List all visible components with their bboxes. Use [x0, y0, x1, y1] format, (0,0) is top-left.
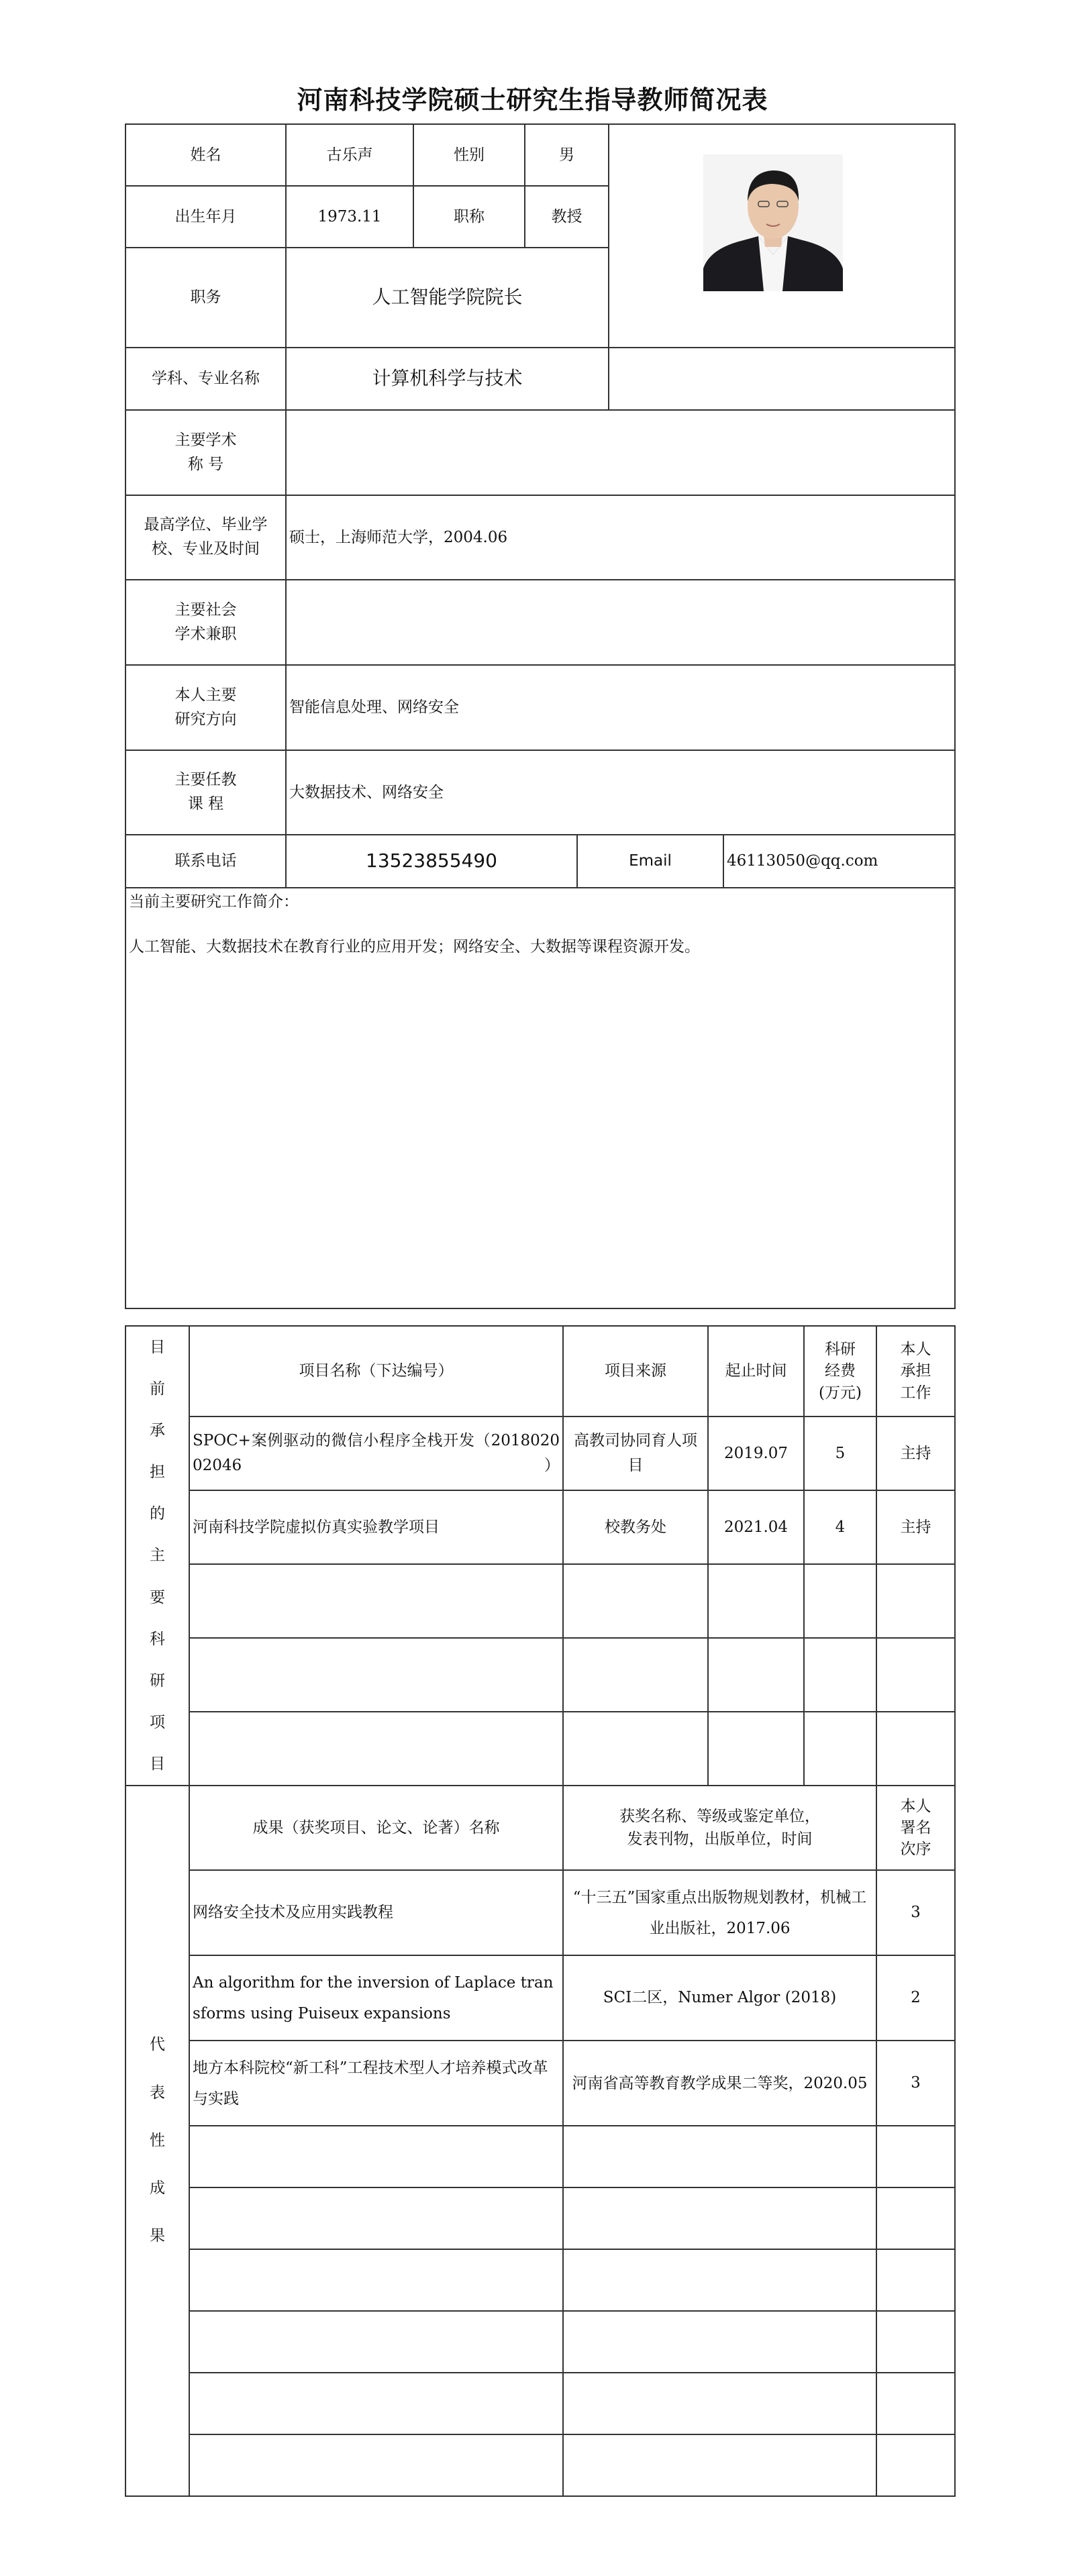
achievements-header-name: 成果（获奖项目、论文、论著）名称	[189, 1786, 563, 1870]
research-label: 本人主要 研究方向	[125, 665, 286, 750]
achievement-award: SCI二区，Numer Algor (2018)	[563, 1955, 876, 2041]
project-role	[876, 1712, 955, 1786]
discipline-value: 计算机科学与技术	[286, 348, 609, 410]
project-name	[189, 1564, 563, 1638]
projects-header-source: 项目来源	[563, 1326, 708, 1416]
portrait-photo	[703, 154, 843, 291]
table-row	[125, 2126, 955, 2187]
project-source	[563, 1564, 708, 1638]
research-summary	[125, 888, 955, 1308]
project-source: 高教司协同育人项目	[563, 1416, 708, 1490]
project-start	[708, 1638, 804, 1712]
project-role	[876, 1564, 955, 1638]
table-row	[125, 1416, 955, 1490]
project-source: 校教务处	[563, 1490, 708, 1564]
achievement-award	[563, 2187, 876, 2249]
achievement-order: 2	[876, 1955, 955, 2041]
project-start: 2021.04	[708, 1490, 804, 1564]
achievements-header-award: 获奖名称、等级或鉴定单位， 发表刊物，出版单位，时间	[563, 1786, 876, 1870]
phone-value: 13523855490	[286, 835, 577, 888]
rank-label: 职称	[413, 186, 525, 248]
photo-cell	[609, 124, 955, 348]
achievement-award	[563, 2373, 876, 2434]
achievement-name	[189, 2187, 563, 2249]
achievement-order	[876, 2311, 955, 2373]
project-role	[876, 1638, 955, 1712]
achievement-award	[563, 2311, 876, 2373]
achievement-award	[563, 2249, 876, 2311]
table-row	[125, 1955, 955, 2041]
project-funding: 5	[804, 1416, 876, 1490]
projects-header-funding: 科研 经费 (万元)	[804, 1326, 876, 1416]
project-funding: 4	[804, 1490, 876, 1564]
achievement-order	[876, 2249, 955, 2311]
achievement-name	[189, 2373, 563, 2434]
project-name: SPOC+案例驱动的微信小程序全栈开发（201802002046）	[189, 1416, 563, 1490]
project-name: 河南科技学院虚拟仿真实验教学项目	[189, 1490, 563, 1564]
academic-title-value	[286, 410, 955, 495]
project-role: 主持	[876, 1490, 955, 1564]
project-start: 2019.07	[708, 1416, 804, 1490]
project-role: 主持	[876, 1416, 955, 1490]
table-row	[125, 2249, 955, 2311]
table-row	[125, 1712, 955, 1786]
profile-table	[125, 123, 956, 1309]
email-value: 46113050@qq.com	[723, 835, 955, 888]
projects-header-role: 本人 承担 工作	[876, 1326, 955, 1416]
rank-value: 教授	[525, 186, 609, 248]
project-source	[563, 1712, 708, 1786]
social-label: 主要社会 学术兼职	[125, 580, 286, 665]
project-name	[189, 1638, 563, 1712]
courses-value: 大数据技术、网络安全	[286, 750, 955, 835]
table-row	[125, 2041, 955, 2126]
achievement-name	[189, 2311, 563, 2373]
achievement-award: “十三五”国家重点出版物规划教材，机械工业出版社，2017.06	[563, 1870, 876, 1955]
birth-label: 出生年月	[125, 186, 286, 248]
name-value: 古乐声	[286, 124, 413, 186]
email-label: Email	[577, 835, 723, 888]
summary-label: 当前主要研究工作简介：	[129, 893, 299, 911]
achievements-header-order: 本人 署名 次序	[876, 1786, 955, 1870]
achievement-award	[563, 2126, 876, 2187]
discipline-label: 学科、专业名称	[125, 348, 286, 410]
courses-label: 主要任教 课 程	[125, 750, 286, 835]
table-row	[125, 1870, 955, 1955]
project-start	[708, 1564, 804, 1638]
research-value: 智能信息处理、网络安全	[286, 665, 955, 750]
degree-label: 最高学位、毕业学 校、专业及时间	[125, 495, 286, 580]
degree-value: 硕士，上海师范大学，2004.06	[286, 495, 955, 580]
table-row	[125, 1564, 955, 1638]
projects-header-start: 起止时间	[708, 1326, 804, 1416]
achievement-name	[189, 2434, 563, 2496]
achievement-order: 3	[876, 2041, 955, 2126]
table-row	[125, 2373, 955, 2434]
page-title: 河南科技学院硕士研究生指导教师简况表	[297, 85, 768, 115]
project-name	[189, 1712, 563, 1786]
social-value	[286, 580, 955, 665]
achievement-name: 网络安全技术及应用实践教程	[189, 1870, 563, 1955]
table-row	[125, 1490, 955, 1564]
table-row	[125, 2434, 955, 2496]
birth-value: 1973.11	[286, 186, 413, 248]
projects-section-label: 目 前 承 担 的 主 要 科 研 项 目	[125, 1326, 189, 1786]
achievement-award	[563, 2434, 876, 2496]
summary-text: 人工智能、大数据技术在教育行业的应用开发；网络安全、大数据等课程资源开发。	[129, 937, 700, 956]
achievement-name: An algorithm for the inversion of Laplace transforms using Puiseux expansions	[189, 1955, 563, 2041]
achievement-name: 地方本科院校“新工科”工程技术型人才培养模式改革与实践	[189, 2041, 563, 2126]
discipline-extra	[609, 348, 955, 410]
achievement-order	[876, 2187, 955, 2249]
academic-title-label: 主要学术 称 号	[125, 410, 286, 495]
projects-achievements-table	[125, 1325, 956, 2497]
achievements-section-label: 代 表 性 成 果	[125, 1786, 189, 2496]
position-label: 职务	[125, 248, 286, 348]
gender-label: 性别	[413, 124, 525, 186]
project-start	[708, 1712, 804, 1786]
achievement-name	[189, 2249, 563, 2311]
achievement-award: 河南省高等教育教学成果二等奖，2020.05	[563, 2041, 876, 2126]
table-row	[125, 2187, 955, 2249]
table-row	[125, 1638, 955, 1712]
projects-header-name: 项目名称（下达编号）	[189, 1326, 563, 1416]
gender-value: 男	[525, 124, 609, 186]
achievement-name	[189, 2126, 563, 2187]
name-label: 姓名	[125, 124, 286, 186]
project-funding	[804, 1564, 876, 1638]
phone-label: 联系电话	[125, 835, 286, 888]
project-funding	[804, 1638, 876, 1712]
achievement-order	[876, 2126, 955, 2187]
achievement-order	[876, 2373, 955, 2434]
achievement-order	[876, 2434, 955, 2496]
position-value: 人工智能学院院长	[286, 248, 609, 348]
achievement-order: 3	[876, 1870, 955, 1955]
table-row	[125, 2311, 955, 2373]
project-source	[563, 1638, 708, 1712]
project-funding	[804, 1712, 876, 1786]
